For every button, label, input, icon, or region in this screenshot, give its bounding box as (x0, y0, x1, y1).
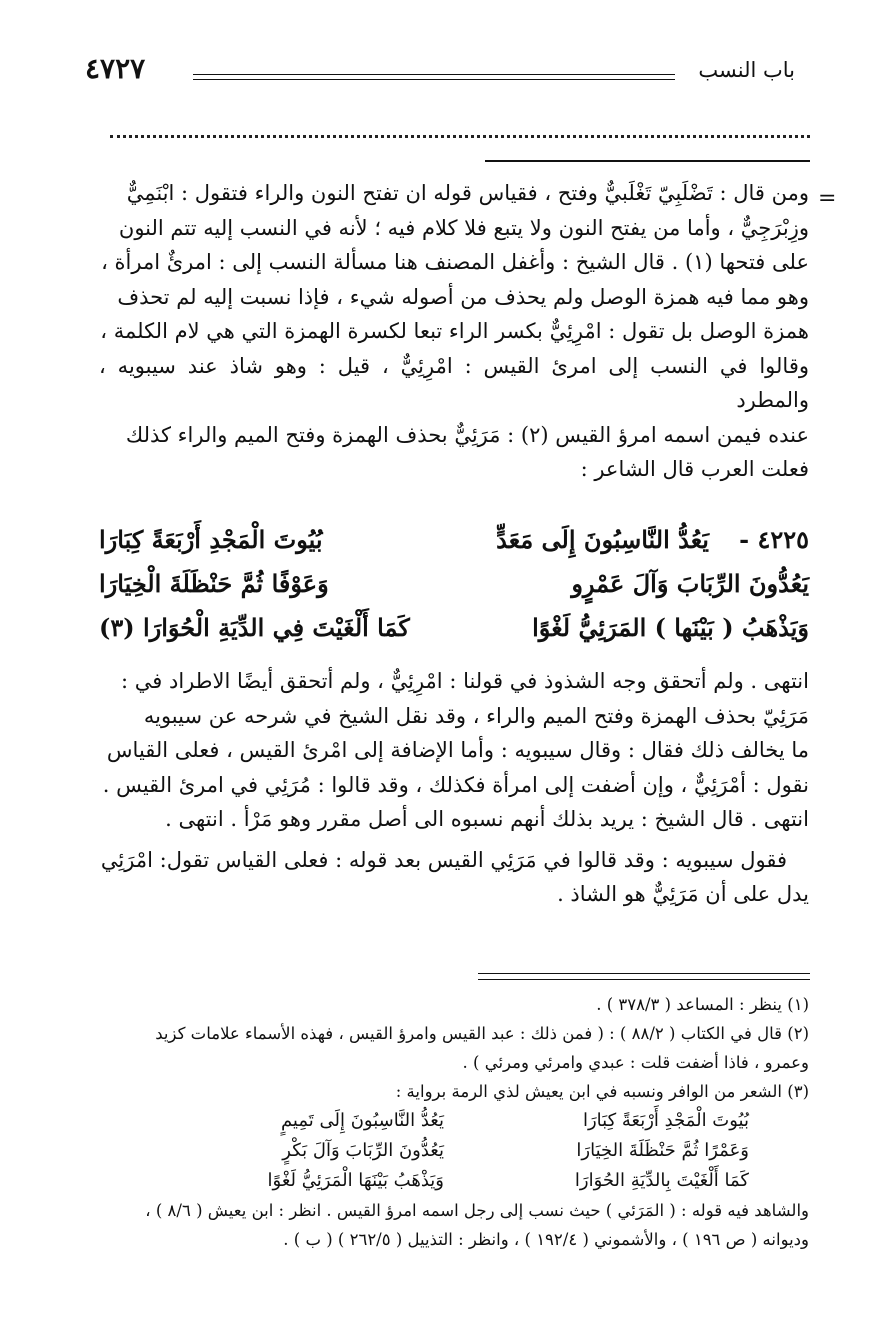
text-line: فعلت العرب قال الشاعر : (580, 457, 809, 481)
verse-hemistich-first: يَعُدُّونَ الرِّبَابَ وَآلَ عَمْرٍو (571, 569, 809, 598)
footnote-3-cont: والشاهد فيه قوله : ( المَرَئي ) حيث نسب إلى رجل اسمه امرؤ القيس . انظر : ابن يعيش ( ٨/٦ ) ، (145, 1201, 809, 1220)
text-line: وقالوا في النسب إلى امرئ القيس : امْرِئِيٌّ ، قيل : وهو شاذ عند سيبويه ، والمطرد (99, 353, 809, 412)
footnote-verse-second: بُيُوتَ الْمَجْدِ أَرْبَعَةً كِبَارَا (582, 1110, 749, 1131)
verse-hemistich-first: يَعُدُّ النَّاسِبُونَ إِلَى مَعَدٍّ (496, 525, 709, 554)
text-line: على فتحها (١) . قال الشيخ : وأغفل المصنف هنا مسألة النسب إلى : امرئٌ امرأة ، (101, 250, 809, 274)
continuation-mark: = (818, 186, 837, 211)
footnote-rule (478, 973, 810, 974)
text-line: نقول : أمْرَئِيٌّ ، وإن أضفت إلى امرأة فكذلك ، وقد قالوا : مُرَئِي في امرئ القيس . (102, 772, 809, 797)
header-rule (193, 74, 675, 75)
text-line: ومن قال : تَضْلَبِيّ تَغْلَبيٌّ وفتح ، فقياس قوله ان تفتح النون والراء فتقول : ابْنَمِيٌّ (126, 181, 809, 205)
footnote-verse-first: يَعُدُّ النَّاسِبُونَ إِلَى تَمِيمٍ (280, 1110, 444, 1131)
verse-hemistich-first: وَيَذْهَبُ ( بَيْنَها ) المَرَئِيُّ لَغْوًا (532, 613, 809, 642)
footnote-2: (٢) قال في الكتاب ( ٨٨/٢ ) : ( فمن ذلك : عبد القيس وامرؤ القيس ، فهذه الأسماء علامات كزيد (155, 1024, 809, 1043)
text-line: انتهى . ولم أتحقق وجه الشذوذ في قولنا : امْرِئِيٌّ ، ولم أتحقق أيضًا الاطراد في : (121, 669, 809, 693)
section-rule (485, 160, 810, 162)
footnote-2-cont: وعمرو ، فاذا أضفت قلت : عبدي وامرئي ومرئي ) . (462, 1053, 809, 1072)
page-header (85, 52, 795, 92)
verse-hemistich-second: بُيُوتَ الْمَجْدِ أَرْبَعَةً كِبَارَا (99, 525, 323, 554)
text-line: عنده فيمن اسمه امرؤ القيس (٢) : مَرَئِيٌّ بحذف الهمزة وفتح الميم والراء كذلك (125, 422, 809, 447)
verse-line (99, 606, 809, 650)
running-title: باب النسب (698, 58, 795, 82)
footnote-verse-second: كَمَا أَلْغَيْتَ بِالدِّيَةِ الحُوَارَا (574, 1170, 749, 1191)
text-line: همزة الوصل بل تقول : امْرِئِيٌّ بكسر الراء تبعا لكسرة الهمزة التي هي لام الكلمة ، (100, 319, 809, 343)
footnote-3-refs: وديوانه ( ص ١٩٦ ) ، والأشموني ( ١٩٢/٤ ) ، وانظر : التذييل ( ٢٦٢/٥ ) ( ب ) . (283, 1230, 809, 1249)
footnotes (89, 990, 809, 1254)
main-text-continued (99, 664, 809, 912)
footnote-verse-line (89, 1136, 809, 1166)
footnote-rule-double (478, 979, 810, 980)
footnote-verse-line (89, 1106, 809, 1136)
text-line: ما يخالف ذلك فقال : وقال سيبويه : وأما الإضافة إلى امْرئ القيس ، فعلى القياس (106, 738, 809, 762)
verse-line (99, 562, 809, 606)
footnote-verse-first: وَيَذْهَبُ بَيْنَهَا الْمَرَئِيُّ لَغْوًا (267, 1170, 444, 1191)
footnote-verse-first: يَعُدُّونَ الرِّبَابَ وَآلَ بَكْرٍ (282, 1140, 444, 1161)
poetry-block (99, 518, 809, 650)
text-line: فقول سيبويه : وقد قالوا في مَرَئِي القيس بعد قوله : فعلى القياس تقول: امْرَئِي (100, 847, 787, 872)
text-line: وزِبْرَجِيٌّ ، وأما من يفتح النون ولا يتبع فلا كلام فيه ؛ لأنه في النسب إليه تتم النون (118, 215, 809, 240)
text-line: وهو مما فيه همزة الوصل ولم يحذف من أصوله شيء ، فإذا نسبت إليه لم تحذف (117, 284, 809, 309)
verse-line (99, 518, 809, 562)
verse-hemistich-second: وَعَوْفًا ثُمَّ حَنْظَلَةَ الْخِيَارَا (99, 569, 329, 598)
verse-number: ٤٢٢٥ - (739, 525, 809, 554)
text-line: مَرَئِيّ بحذف الهمزة وفتح الميم والراء ، وقد نقل الشيخ في شرحه عن سيبويه (143, 703, 809, 728)
footnote-1: (١) ينظر : المساعد ( ٣٧٨/٣ ) . (596, 995, 809, 1014)
footnote-3: (٣) الشعر من الوافر ونسبه في ابن يعيش لذي الرمة برواية : (395, 1082, 809, 1101)
footnote-verse-line (89, 1166, 809, 1196)
footnote-verse-second: وَعَمْرًا ثُمَّ حَنْظَلَةَ الخِيَارَا (576, 1140, 749, 1161)
header-rule-double (193, 79, 675, 80)
page-number: ٤٧٢٧ (85, 52, 146, 85)
dotted-separator (110, 135, 810, 138)
text-line: انتهى . قال الشيخ : يريد بذلك أنهم نسبوه الى أصل مقرر وهو مَرْأ . انتهى . (165, 807, 809, 831)
verse-hemistich-second: كَمَا أَلْغَيْتَ فِي الدِّيَةِ الْحُوَارَا (٣) (99, 613, 410, 642)
text-line: يدل على أن مَرَئِيٌّ هو الشاذ . (557, 882, 809, 906)
main-text (99, 176, 809, 487)
